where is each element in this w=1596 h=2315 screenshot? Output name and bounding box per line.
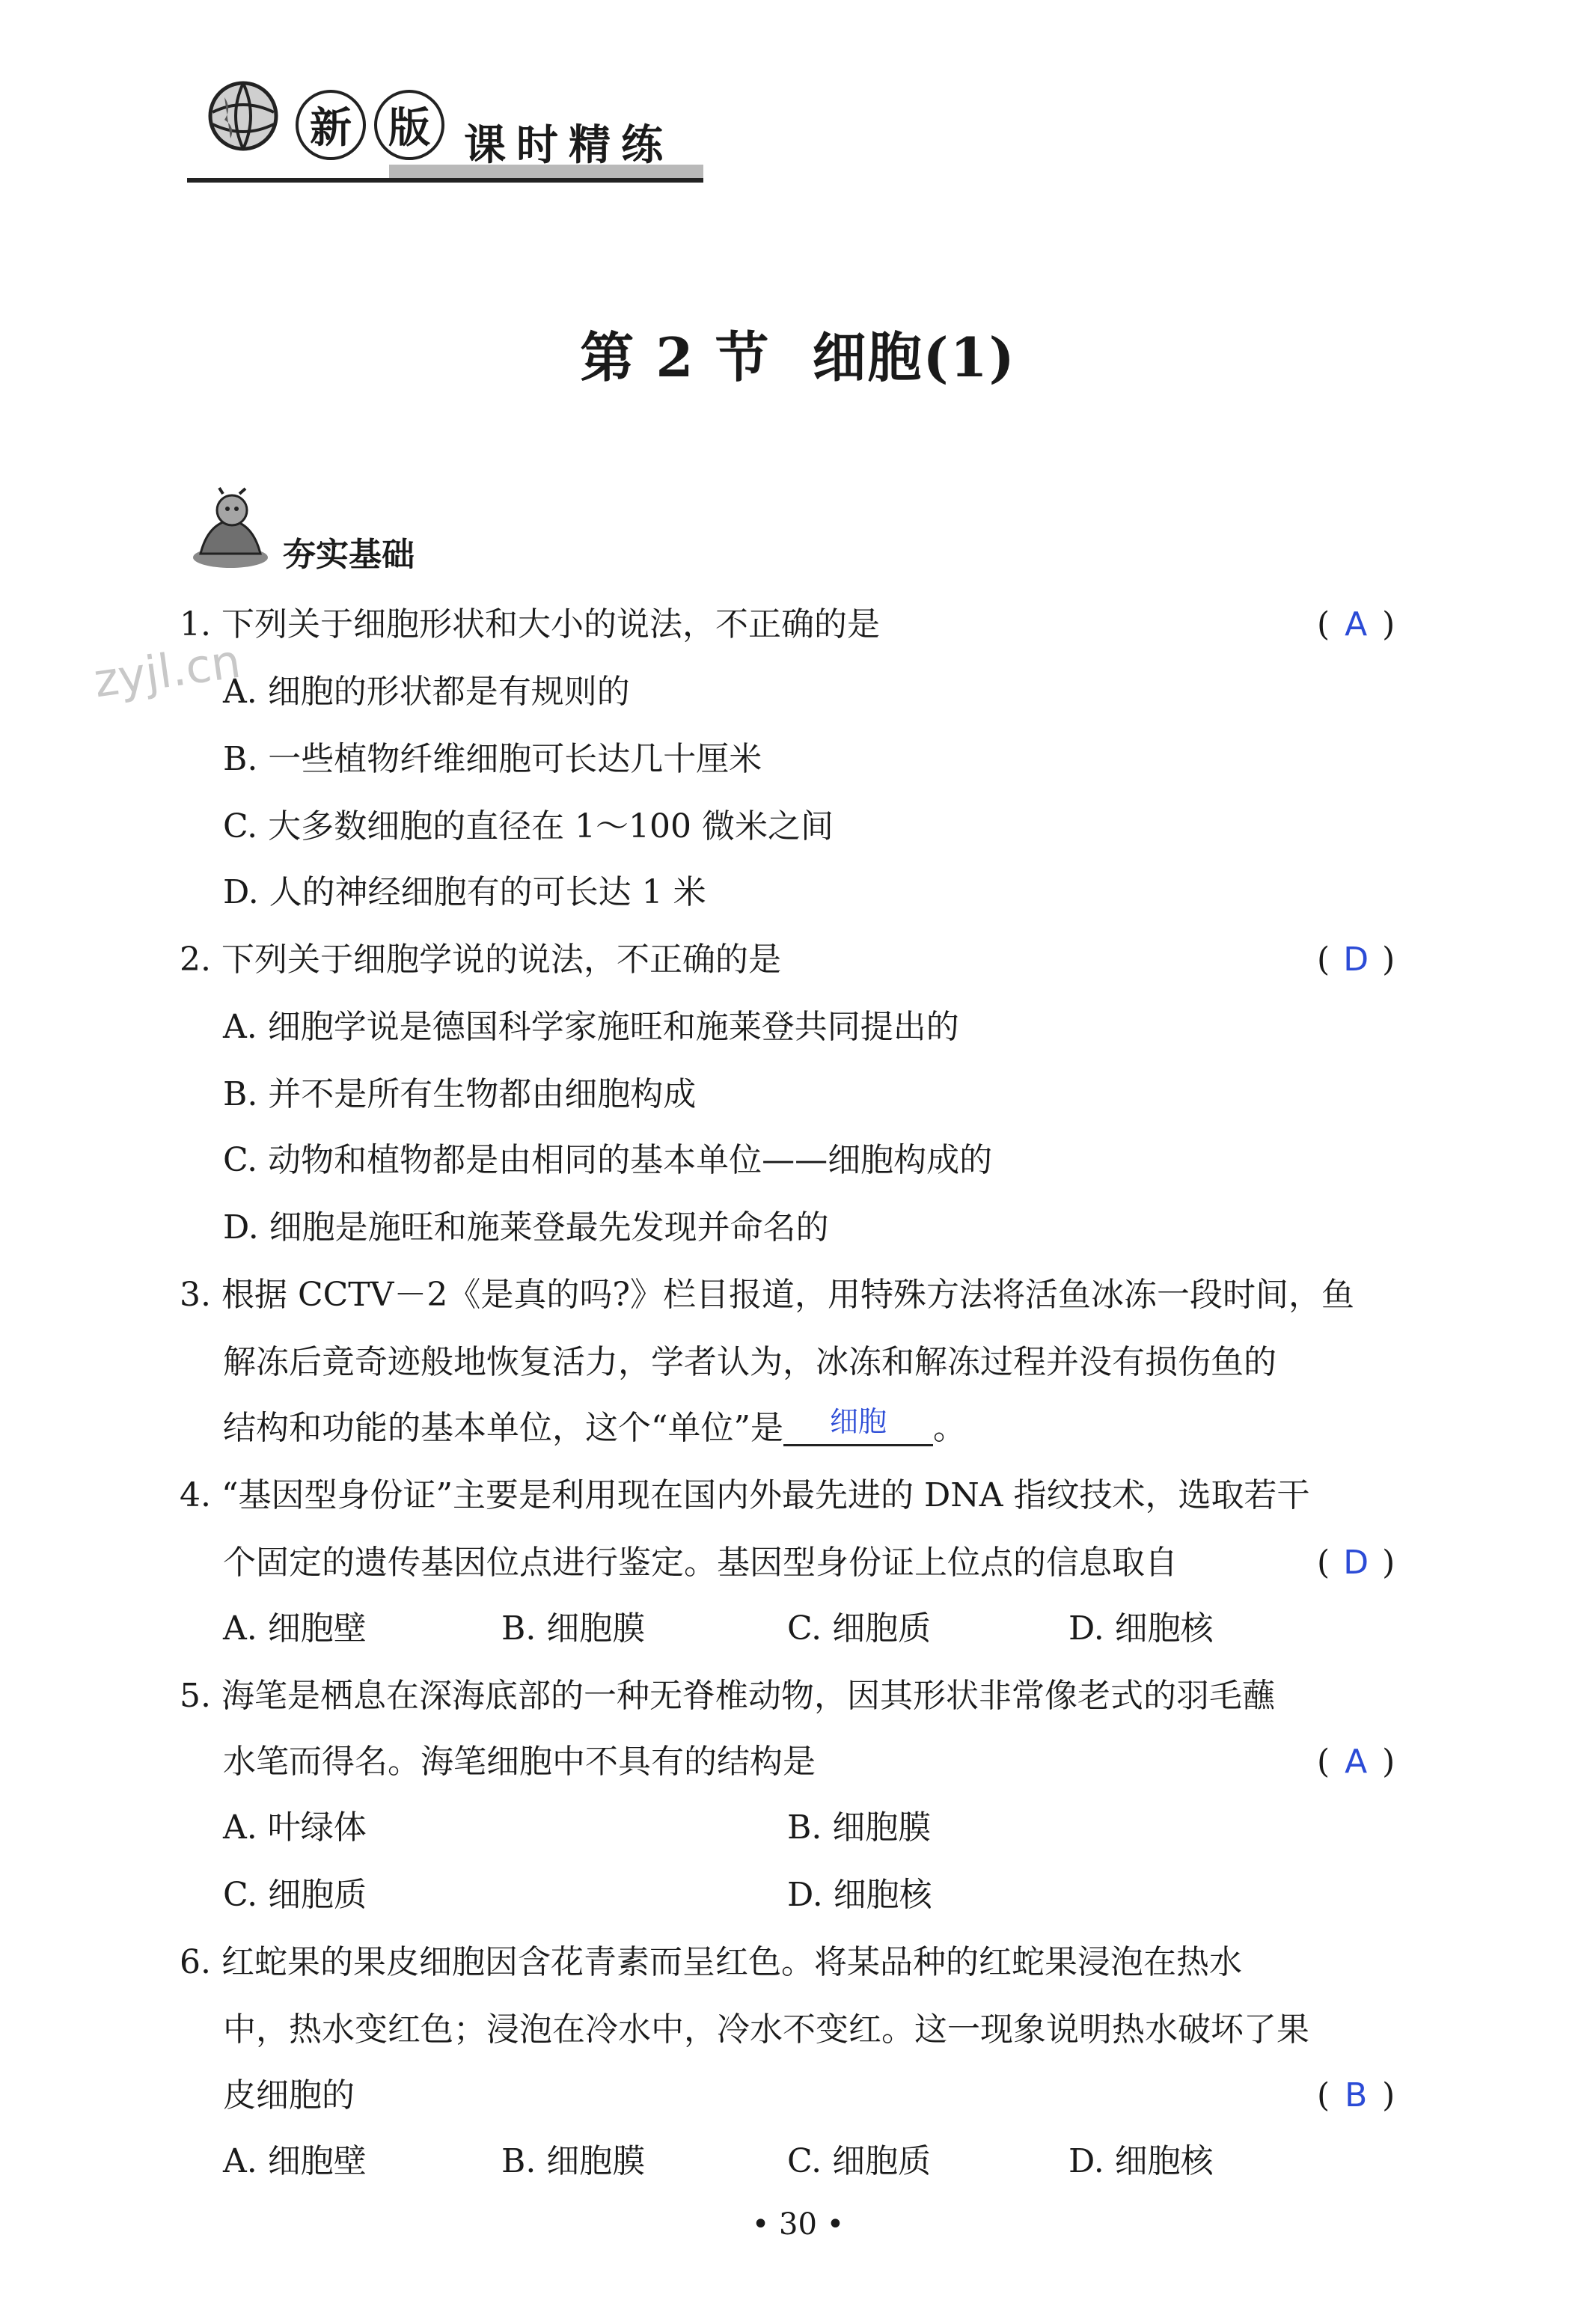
q5-option-d: D. 细胞核 bbox=[787, 1876, 932, 1914]
q1-option-a: A. 细胞的形状都是有规则的 bbox=[223, 673, 630, 711]
q6-answer-box: ( B ) bbox=[1317, 2073, 1395, 2118]
q3-line-3-text: 结构和功能的基本单位，这个“单位”是 bbox=[223, 1409, 783, 1447]
header-subtitle: 课时精练 bbox=[464, 121, 673, 170]
q2-stem: 2. 下列关于细胞学说的说法，不正确的是 bbox=[180, 941, 781, 979]
q1-stem: 1. 下列关于细胞形状和大小的说法，不正确的是 bbox=[180, 605, 880, 643]
q5-line-2: 水笔而得名。海笔细胞中不具有的结构是 bbox=[223, 1743, 816, 1781]
q5-answer: A bbox=[1345, 1743, 1368, 1781]
q2-option-d: D. 细胞是施旺和施莱登最先发现并命名的 bbox=[223, 1208, 829, 1247]
q1-option-b: B. 一些植物纤维细胞可长达几十厘米 bbox=[223, 740, 762, 778]
q6-line-3: 皮细胞的 bbox=[223, 2076, 355, 2114]
q5-option-a: A. 叶绿体 bbox=[223, 1808, 367, 1847]
q6-line-2: 中，热水变红色；浸泡在冷水中，冷水不变红。这一现象说明热水破坏了果 bbox=[223, 2010, 1309, 2049]
q4-option-b: B. 细胞膜 bbox=[501, 1609, 646, 1648]
q4-option-c: C. 细胞质 bbox=[787, 1609, 932, 1648]
section-mascot-icon bbox=[186, 486, 275, 576]
q4-line-1: 4. “基因型身份证”主要是利用现在国内外最先进的 DNA 指纹技术，选取若干 bbox=[180, 1476, 1310, 1514]
q5-option-c: C. 细胞质 bbox=[223, 1876, 367, 1914]
header-badge-1: 新 bbox=[296, 90, 366, 160]
q3-blank-answer: 细胞 bbox=[829, 1405, 887, 1438]
q2-answer: D bbox=[1343, 941, 1369, 979]
q3-line-3 bbox=[223, 1406, 966, 1454]
page-title-section: 第 2 节 bbox=[580, 325, 771, 389]
header-badge-2: 版 bbox=[374, 90, 444, 160]
header-rule bbox=[187, 178, 703, 183]
page-title-topic: 细胞(1) bbox=[812, 325, 1016, 389]
q6-option-a: A. 细胞壁 bbox=[223, 2142, 367, 2180]
q6-option-b: B. 细胞膜 bbox=[501, 2142, 646, 2180]
watermark: zyjl.cn bbox=[90, 633, 244, 709]
q4-answer-box: ( D ) bbox=[1317, 1541, 1395, 1585]
q5-option-b: B. 细胞膜 bbox=[787, 1808, 932, 1847]
q3-blank bbox=[783, 1398, 933, 1446]
section-heading: 夯实基础 bbox=[283, 536, 415, 574]
q5-answer-box: ( A ) bbox=[1317, 1740, 1395, 1785]
q3-tail: 。 bbox=[933, 1409, 966, 1447]
q2-answer-box: ( D ) bbox=[1317, 938, 1395, 982]
q2-option-c: C. 动物和植物都是由相同的基本单位——细胞构成的 bbox=[223, 1141, 993, 1179]
q4-answer: D bbox=[1343, 1544, 1369, 1582]
q3-line-1: 3. 根据 CCTV－2《是真的吗?》栏目报道，用特殊方法将活鱼冰冻一段时间，鱼 bbox=[180, 1276, 1354, 1314]
globe-logo-icon bbox=[202, 75, 284, 157]
q6-line-1: 6. 红蛇果的果皮细胞因含花青素而呈红色。将某品种的红蛇果浸泡在热水 bbox=[180, 1943, 1242, 1981]
q1-answer-box: ( A ) bbox=[1317, 602, 1395, 647]
q4-option-d: D. 细胞核 bbox=[1068, 1609, 1214, 1648]
q2-option-b: B. 并不是所有生物都由细胞构成 bbox=[223, 1075, 697, 1113]
q1-option-d: D. 人的神经细胞有的可长达 1 米 bbox=[223, 873, 706, 911]
q6-answer: B bbox=[1345, 2076, 1368, 2114]
page-number: • 30 • bbox=[751, 2207, 845, 2242]
q6-option-d: D. 细胞核 bbox=[1068, 2142, 1214, 2180]
q4-line-2: 个固定的遗传基因位点进行鉴定。基因型身份证上位点的信息取自 bbox=[223, 1544, 1178, 1582]
q6-option-c: C. 细胞质 bbox=[787, 2142, 932, 2180]
q5-line-1: 5. 海笔是栖息在深海底部的一种无脊椎动物，因其形状非常像老式的羽毛蘸 bbox=[180, 1677, 1275, 1715]
q3-line-2: 解冻后竟奇迹般地恢复活力，学者认为，冰冻和解冻过程并没有损伤鱼的 bbox=[223, 1343, 1277, 1381]
q1-answer: A bbox=[1345, 605, 1368, 643]
q4-option-a: A. 细胞壁 bbox=[223, 1609, 367, 1648]
q2-option-a: A. 细胞学说是德国科学家施旺和施莱登共同提出的 bbox=[223, 1008, 959, 1046]
q1-option-c: C. 大多数细胞的直径在 1～100 微米之间 bbox=[223, 807, 834, 845]
page-title bbox=[0, 314, 1596, 392]
